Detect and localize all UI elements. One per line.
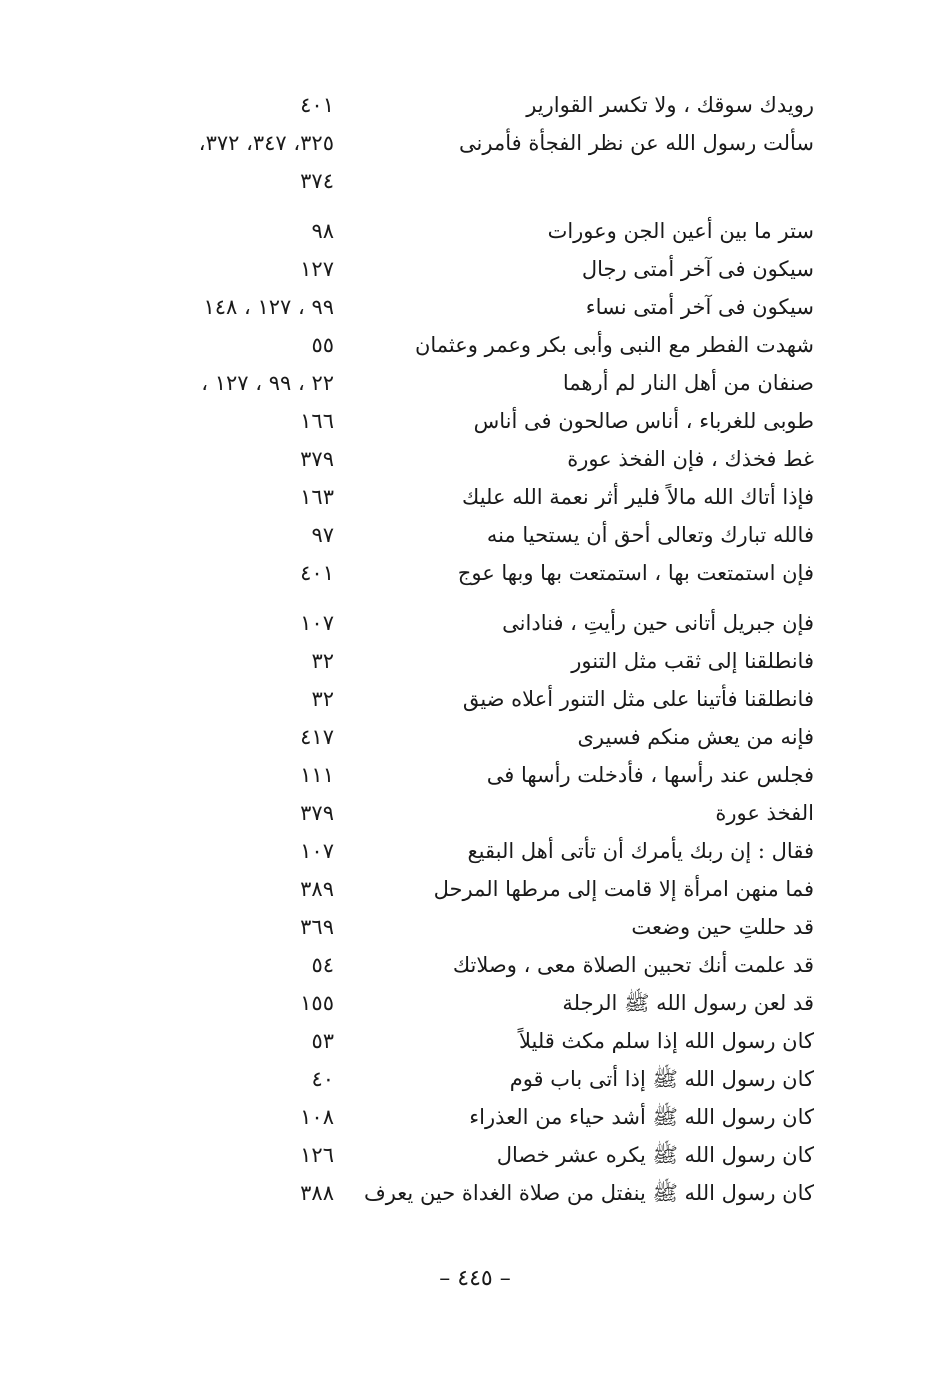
entry-pages: ٣٧٩ <box>300 447 334 471</box>
entry-pages: ١٥٥ <box>300 991 334 1015</box>
entry-phrase: فالله تبارك وتعالى أحق أن يستحيا منه <box>486 523 814 547</box>
entry-pages: ٣٢ <box>311 649 334 673</box>
entry-phrase: فجلس عند رأسها ، فأدخلت رأسها فى <box>486 763 814 787</box>
entry-pages: ١٦٣ <box>300 485 334 509</box>
entry-pages: ٤١٧ <box>300 725 334 749</box>
entry-phrase: سيكون فى آخر أمتى نساء <box>585 295 814 319</box>
index-entry <box>0 604 950 642</box>
index-entry <box>0 250 950 288</box>
index-entry <box>0 364 950 402</box>
entry-pages: ٤٠١ <box>300 561 334 585</box>
index-entry <box>0 1174 950 1212</box>
index-entry <box>0 440 950 478</box>
entry-pages: ٣٢٥، ٣٤٧، ٣٧٢، <box>198 131 334 155</box>
entry-pages: ١٠٧ <box>300 611 334 635</box>
entry-pages: ١٠٨ <box>300 1105 334 1129</box>
index-entry <box>0 124 950 162</box>
entry-pages: ٣٢ <box>311 687 334 711</box>
entry-pages: ٩٨ <box>311 219 334 243</box>
entry-phrase: فما منهن امرأة إلا قامت إلى مرطها المرحل <box>433 877 814 901</box>
index-entry <box>0 642 950 680</box>
entry-phrase: سيكون فى آخر أمتى رجال <box>581 257 814 281</box>
index-entry <box>0 1136 950 1174</box>
index-entry <box>0 794 950 832</box>
index-entry <box>0 326 950 364</box>
index-entry <box>0 212 950 250</box>
index-entry <box>0 984 950 1022</box>
entry-phrase: فانطلقنا فأتينا على مثل التنور أعلاه ضيق <box>462 687 814 711</box>
index-entry <box>0 756 950 794</box>
index-entry <box>0 288 950 326</box>
entry-phrase: كان رسول الله ﷺ ينفتل من صلاة الغداة حين يعرف <box>363 1181 814 1205</box>
entry-phrase: صنفان من أهل النار لم أرهما <box>562 371 814 395</box>
entry-phrase: قد علمت أنك تحبين الصلاة معى ، وصلاتك <box>452 953 814 977</box>
entry-pages: ١٢٧ <box>300 257 334 281</box>
entry-phrase: ستر ما بين أعين الجن وعورات <box>547 219 814 243</box>
entry-pages: ٩٩ ، ١٢٧ ، ١٤٨ <box>203 295 334 319</box>
entry-phrase: شهدت الفطر مع النبى وأبى بكر وعمر وعثمان <box>414 333 814 357</box>
entry-pages: ٥٥ <box>311 333 334 357</box>
entry-phrase: فإن جبريل أتانى حين رأيتِ ، فنادانى <box>502 611 814 635</box>
entry-pages: ٣٦٩ <box>300 915 334 939</box>
index-entry <box>0 1060 950 1098</box>
entry-phrase: غط فخذك ، فإن الفخذ عورة <box>567 447 814 471</box>
index-entry <box>0 832 950 870</box>
hadith-index <box>0 86 950 1212</box>
index-entry <box>0 516 950 554</box>
entry-pages: ١٠٧ <box>300 839 334 863</box>
index-entry <box>0 870 950 908</box>
index-entry <box>0 162 950 200</box>
entry-pages: ٣٨٨ <box>300 1181 334 1205</box>
entry-phrase: فإذا أتاك الله مالاً فلير أثر نعمة الله عليك <box>462 485 814 509</box>
index-entry <box>0 680 950 718</box>
entry-phrase: فإنه من يعش منكم فسيرى <box>577 725 814 749</box>
entry-phrase: الفخذ عورة <box>715 801 814 825</box>
index-entry <box>0 1022 950 1060</box>
entry-phrase: كان رسول الله ﷺ إذا أتى باب قوم <box>509 1067 814 1091</box>
entry-phrase: كان رسول الله ﷺ أشد حياء من العذراء <box>469 1105 814 1129</box>
entry-pages: ١٢٦ <box>300 1143 334 1167</box>
index-entry <box>0 718 950 756</box>
entry-pages: ١١١ <box>300 763 334 787</box>
index-entry <box>0 478 950 516</box>
entry-phrase: قد لعن رسول الله ﷺ الرجلة <box>562 991 814 1015</box>
entry-phrase: رويدك سوقك ، ولا تكسر القوارير <box>526 93 814 117</box>
page-number: – ٤٤٥ – <box>439 1266 511 1291</box>
entry-pages: ٥٣ <box>311 1029 334 1053</box>
entry-pages: ٣٨٩ <box>300 877 334 901</box>
entry-pages: ٤٠ <box>311 1067 334 1091</box>
index-entry <box>0 1098 950 1136</box>
index-entry <box>0 402 950 440</box>
entry-pages: ٣٧٤ <box>300 169 334 193</box>
entry-pages: ٩٧ <box>311 523 334 547</box>
index-entry <box>0 908 950 946</box>
index-entry <box>0 554 950 592</box>
index-entry <box>0 946 950 984</box>
entry-phrase: فقال : إن ربك يأمرك أن تأتى أهل البقيع <box>467 839 814 863</box>
entry-pages: ٣٧٩ <box>300 801 334 825</box>
entry-phrase: قد حللتِ حين وضعت <box>631 915 814 939</box>
entry-phrase: كان رسول الله ﷺ يكره عشر خصال <box>496 1143 814 1167</box>
entry-phrase: فانطلقنا إلى ثقب مثل التنور <box>571 649 814 673</box>
entry-pages: ١٦٦ <box>300 409 334 433</box>
entry-pages: ٢٢ ، ٩٩ ، ١٢٧ ، <box>201 371 334 395</box>
entry-pages: ٤٠١ <box>300 93 334 117</box>
entry-phrase: طوبى للغرباء ، أناس صالحون فى أناس <box>473 409 814 433</box>
entry-phrase: سألت رسول الله عن نظر الفجأة فأمرنى <box>459 131 814 155</box>
entry-phrase: كان رسول الله إذا سلم مكث قليلاً <box>518 1029 814 1053</box>
entry-pages: ٥٤ <box>311 953 334 977</box>
entry-phrase: فإن استمتعت بها ، استمتعت بها وبها عوج <box>457 561 814 585</box>
index-entry <box>0 86 950 124</box>
